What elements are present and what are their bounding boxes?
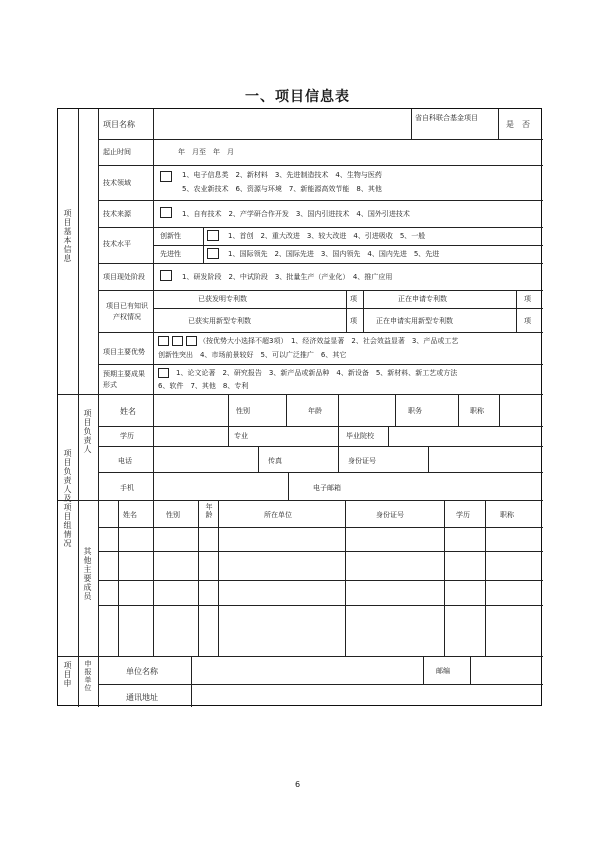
innovation-checkbox[interactable] — [207, 230, 219, 241]
applicant-unit-name-label: 单位名称 — [126, 667, 158, 676]
tech-level-label: 技术水平 — [103, 240, 131, 248]
stage-options: 1、研发阶段 2、中试阶段 3、批量生产（产业化） 4、推广应用 — [182, 273, 393, 281]
outcome-label: 预期主要成果形式 — [103, 370, 145, 389]
advantage-checkbox-2[interactable] — [172, 336, 183, 346]
member-header-gender: 性别 — [166, 511, 180, 519]
leader-gender-label: 性别 — [236, 407, 250, 415]
project-name-label: 项目名称 — [103, 120, 135, 129]
ip-utility-pending: 正在申请实用新型专利数 — [376, 317, 453, 325]
innovation-label: 创新性 — [160, 232, 181, 240]
source-checkbox[interactable] — [160, 207, 172, 218]
leader-age-label: 年龄 — [308, 407, 322, 415]
fund-project-label: 省自科联合基金项目 — [415, 114, 478, 122]
ip-unit-3: 项 — [350, 317, 357, 325]
fund-yes-no[interactable]: 是 否 — [506, 120, 530, 129]
page-number: 6 — [294, 780, 301, 789]
leader-label: 项目负责人 — [83, 409, 92, 454]
members-label: 其他主要成员 — [83, 547, 92, 601]
period-label: 起止时间 — [103, 148, 131, 156]
applicant-address-label: 通讯地址 — [126, 693, 158, 702]
section-team-label: 项目负责人及项目组情况 — [63, 449, 72, 548]
member-header-id: 身份证号 — [376, 511, 404, 519]
ip-unit-2: 项 — [524, 295, 531, 303]
ip-label: 项目已有知识产权情况 — [106, 302, 148, 321]
advanced-checkbox[interactable] — [207, 248, 219, 259]
advantage-options-line2: 创新性突出 4、市场前景较好 5、可以广泛推广 6、其它 — [158, 351, 347, 359]
advantage-checkbox-1[interactable] — [158, 336, 169, 346]
stage-checkbox[interactable] — [160, 270, 172, 281]
field-options-line1: 1、电子信息类 2、新材料 3、先进制造技术 4、生物与医药 — [182, 171, 382, 179]
source-label: 技术来源 — [103, 210, 131, 218]
leader-title-label: 职称 — [470, 407, 484, 415]
member-header-title: 职称 — [500, 511, 514, 519]
leader-major-label: 专业 — [234, 432, 248, 440]
field-label: 技术领域 — [103, 179, 131, 187]
ip-unit-4: 项 — [524, 317, 531, 325]
outcome-options-line1: 1、论文论著 2、研究报告 3、新产品或新品种 4、新设备 5、新材料、新工艺或方法 — [176, 369, 458, 377]
advantage-options-line1: （按优势大小选择不超3项） 1、经济效益显著 2、社会效益显著 3、产品或工艺 — [199, 337, 459, 345]
ip-invention-granted: 已获发明专利数 — [198, 295, 247, 303]
leader-mobile-label: 手机 — [120, 484, 134, 492]
leader-school-label: 毕业院校 — [346, 432, 374, 440]
field-checkbox[interactable] — [160, 171, 172, 182]
leader-email-label: 电子邮箱 — [313, 484, 341, 492]
leader-degree-label: 学历 — [120, 432, 134, 440]
leader-id-label: 身份证号 — [348, 457, 376, 465]
period-value[interactable]: 年 月至 年 月 — [178, 148, 234, 156]
ip-unit-1: 项 — [350, 295, 357, 303]
source-options: 1、自有技术 2、产学研合作开发 3、国内引进技术 4、国外引进技术 — [182, 210, 410, 218]
project-info-form — [57, 108, 542, 706]
section-basic-label: 项目基本信息 — [63, 209, 72, 263]
ip-utility-granted: 已获实用新型专利数 — [188, 317, 251, 325]
member-header-unit: 所在单位 — [264, 511, 292, 519]
member-header-name: 姓名 — [123, 511, 137, 519]
stage-label: 项目现处阶段 — [103, 273, 145, 281]
member-header-degree: 学历 — [456, 511, 470, 519]
outcome-checkbox[interactable] — [158, 368, 169, 378]
advantage-checkbox-3[interactable] — [186, 336, 197, 346]
field-options-line2: 5、农业新技术 6、资源与环境 7、新能源高效节能 8、其他 — [182, 185, 382, 193]
ip-invention-pending: 正在申请专利数 — [398, 295, 447, 303]
leader-name-label: 姓名 — [120, 407, 136, 416]
leader-position-label: 职务 — [408, 407, 422, 415]
leader-fax-label: 传真 — [268, 457, 282, 465]
applicant-unit-label: 申报单位 — [84, 660, 92, 692]
leader-phone-label: 电话 — [118, 457, 132, 465]
advanced-label: 先进性 — [160, 250, 181, 258]
advantage-label: 项目主要优势 — [103, 348, 145, 356]
outcome-options-line2: 6、软件 7、其他 8、专利 — [158, 382, 249, 390]
applicant-postcode-label: 邮编 — [436, 667, 450, 675]
member-header-age: 年龄 — [205, 503, 213, 519]
section-applicant-label: 项目申 — [63, 661, 72, 688]
advanced-options: 1、国际领先 2、国际先进 3、国内领先 4、国内先进 5、先进 — [228, 250, 440, 258]
page-title: 一、项目信息表 — [245, 89, 350, 105]
innovation-options: 1、首创 2、重大改进 3、较大改进 4、引进吸收 5、一般 — [228, 232, 426, 240]
